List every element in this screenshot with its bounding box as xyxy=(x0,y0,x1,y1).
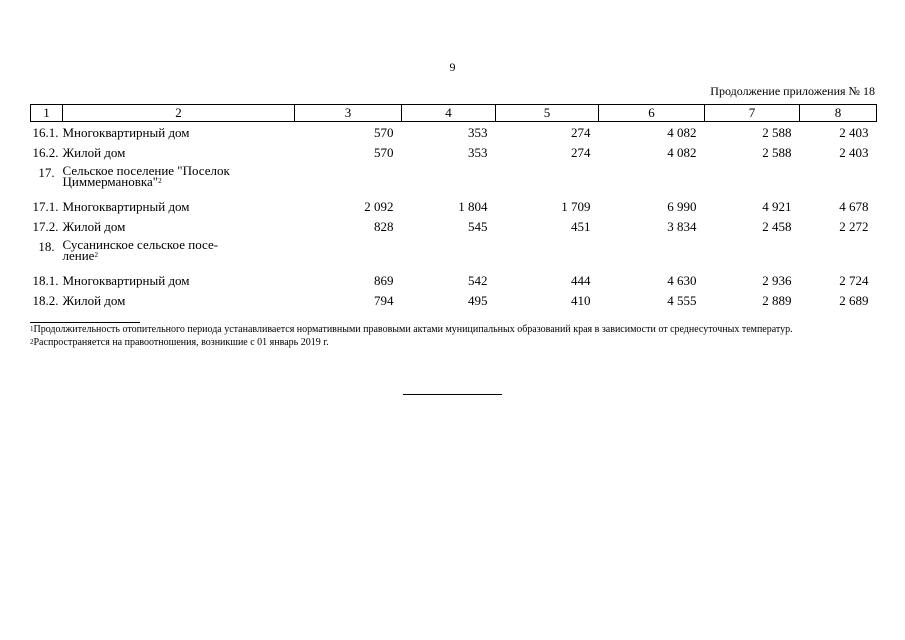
footnote-divider xyxy=(30,322,140,323)
row-name: Жилой дом xyxy=(62,293,126,308)
cell-value: 451 xyxy=(571,219,591,234)
cell-value: 542 xyxy=(468,273,488,288)
header-cell: 1 xyxy=(31,105,63,122)
row-index: 17.2. xyxy=(32,219,59,234)
table-row xyxy=(31,293,877,313)
group-name-line1: Сусанинское сельское посе- xyxy=(62,237,219,252)
header-row xyxy=(31,105,877,122)
footnotes xyxy=(30,324,876,348)
footnote-mark: 2 xyxy=(30,338,34,346)
cell-value: 410 xyxy=(571,293,591,308)
row-name: Многоквартирный дом xyxy=(62,199,190,214)
cell-value: 274 xyxy=(571,145,591,160)
end-divider xyxy=(403,394,502,395)
header-cell: 6 xyxy=(599,105,705,122)
row-index: 17.1. xyxy=(32,199,59,214)
cell-value: 2 588 xyxy=(762,145,792,160)
footnote-mark: 1 xyxy=(30,325,34,333)
cell-value: 2 403 xyxy=(839,145,869,160)
cell-value: 828 xyxy=(374,219,394,234)
header-cell: 7 xyxy=(705,105,800,122)
row-name: Многоквартирный дом xyxy=(62,273,190,288)
footnote-ref: 2 xyxy=(158,177,162,185)
cell-value: 2 403 xyxy=(839,125,869,140)
footnote-ref: 2 xyxy=(94,251,98,259)
cell-value: 4 082 xyxy=(667,145,697,160)
header-cell: 2 xyxy=(63,105,295,122)
table-row xyxy=(31,219,877,239)
cell-value: 353 xyxy=(468,125,488,140)
footnote xyxy=(30,324,876,335)
cell-value: 2 588 xyxy=(762,125,792,140)
cell-value: 353 xyxy=(468,145,488,160)
cell-value: 2 092 xyxy=(364,199,394,214)
cell-value: 2 889 xyxy=(762,293,792,308)
row-name: Жилой дом xyxy=(62,219,126,234)
group-name-line2: Циммермановка" xyxy=(62,174,159,189)
group-name xyxy=(63,165,877,199)
table-row xyxy=(31,199,877,219)
group-row xyxy=(31,165,877,199)
row-index: 16.2. xyxy=(32,145,59,160)
cell-value: 4 921 xyxy=(762,199,792,214)
header-cell: 8 xyxy=(800,105,877,122)
table-row xyxy=(31,122,877,146)
footnote-text: Распространяется на правоотношения, возникшие с 01 январь 2019 г. xyxy=(33,337,329,348)
group-name xyxy=(63,239,877,273)
cell-value: 274 xyxy=(571,125,591,140)
group-name-line2: ление xyxy=(62,248,95,263)
group-row xyxy=(31,239,877,273)
cell-value: 4 630 xyxy=(667,273,697,288)
table-row xyxy=(31,145,877,165)
row-name: Жилой дом xyxy=(62,145,126,160)
header-cell: 4 xyxy=(402,105,496,122)
cell-value: 794 xyxy=(374,293,394,308)
group-name-line1: Сельское поселение "Поселок xyxy=(62,163,230,178)
cell-value: 869 xyxy=(374,273,394,288)
cell-value: 2 689 xyxy=(839,293,869,308)
cell-value: 570 xyxy=(374,145,394,160)
cell-value: 4 082 xyxy=(667,125,697,140)
row-name: Многоквартирный дом xyxy=(62,125,190,140)
cell-value: 4 678 xyxy=(839,199,869,214)
group-index: 17. xyxy=(38,165,55,180)
cell-value: 3 834 xyxy=(667,219,697,234)
footnote-text: Продолжительность отопительного периода устанавливается нормативными правовыми актами муниципальных образований края в зависимости от среднесуточных температур. xyxy=(33,324,793,335)
cell-value: 2 272 xyxy=(839,219,869,234)
cell-value: 444 xyxy=(571,273,591,288)
cell-value: 495 xyxy=(468,293,488,308)
cell-value: 6 990 xyxy=(667,199,697,214)
row-index: 18.2. xyxy=(32,293,59,308)
cell-value: 570 xyxy=(374,125,394,140)
cell-value: 545 xyxy=(468,219,488,234)
continuation-label: Продолжение приложения № 18 xyxy=(710,84,875,98)
cell-value: 1 709 xyxy=(561,199,591,214)
header-cell: 5 xyxy=(496,105,599,122)
cell-value: 4 555 xyxy=(667,293,697,308)
table-row xyxy=(31,273,877,293)
cell-value: 1 804 xyxy=(458,199,488,214)
footnote xyxy=(30,337,876,348)
cell-value: 2 936 xyxy=(762,273,792,288)
cell-value: 2 458 xyxy=(762,219,792,234)
data-table xyxy=(30,104,877,313)
row-index: 16.1. xyxy=(32,125,59,140)
header-cell: 3 xyxy=(295,105,402,122)
page-number: 9 xyxy=(449,60,456,74)
row-index: 18.1. xyxy=(32,273,59,288)
group-index: 18. xyxy=(38,239,55,254)
cell-value: 2 724 xyxy=(839,273,869,288)
